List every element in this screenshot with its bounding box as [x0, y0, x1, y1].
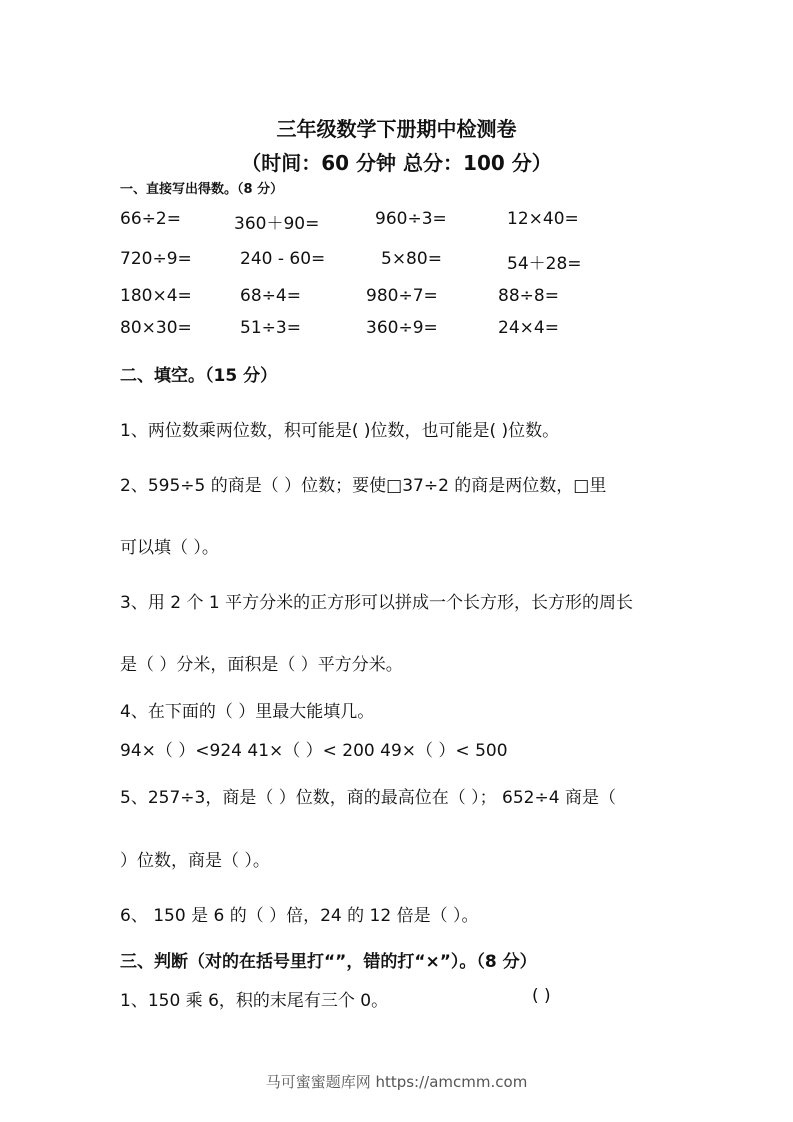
question-2-5-line-2: ）位数，商是（ ）。	[120, 851, 270, 871]
question-3-1: 1、150 乘 6，积的末尾有三个 0。	[120, 991, 389, 1011]
question-2-1: 1、两位数乘两位数，积可能是( )位数，也可能是( )位数。	[120, 421, 560, 441]
section-3-heading: 三、判断（对的在括号里打“”，错的打“×”）。（8 分）	[120, 952, 537, 972]
calc-item: 88÷8=	[498, 286, 559, 306]
question-2-2-line-2: 可以填（ ）。	[120, 538, 219, 558]
calc-item: 960÷3=	[375, 209, 447, 229]
calc-item: 720÷9=	[120, 249, 192, 269]
page-title: 三年级数学下册期中检测卷	[276, 117, 517, 141]
question-2-4-line-2: 94×（ ）<924 41×（ ）< 200 49×（ ）< 500	[120, 741, 508, 761]
calc-item: 360＋90=	[234, 214, 320, 234]
calc-item: 980÷7=	[366, 286, 438, 306]
page-subtitle: （时间：60 分钟 总分：100 分）	[241, 151, 552, 175]
calc-item: 360÷9=	[366, 318, 438, 338]
calc-item: 66÷2=	[120, 209, 181, 229]
calc-item: 180×4=	[120, 286, 192, 306]
calc-item: 24×4=	[498, 318, 559, 338]
calc-item: 240 - 60=	[240, 249, 326, 269]
question-2-3-line-2: 是（ ）分米，面积是（ ）平方分米。	[120, 655, 403, 675]
calc-item: 51÷3=	[240, 318, 301, 338]
calc-item: 54＋28=	[507, 254, 582, 274]
calc-item: 80×30=	[120, 318, 192, 338]
question-2-6: 6、 150 是 6 的（ ）倍，24 的 12 倍是（ ）。	[120, 906, 479, 926]
calc-item: 12×40=	[507, 209, 579, 229]
question-2-2-line-1: 2、595÷5 的商是（ ）位数；要使□37÷2 的商是两位数，□里	[120, 476, 607, 496]
calc-item: 5×80=	[381, 249, 442, 269]
footer-watermark: 马可蜜蜜题库网 https://amcmm.com	[265, 1073, 528, 1091]
question-2-3-line-1: 3、用 2 个 1 平方分米的正方形可以拼成一个长方形，长方形的周长	[120, 593, 634, 613]
calc-item: 68÷4=	[240, 286, 301, 306]
answer-paren: ( )	[532, 986, 551, 1006]
section-1-heading: 一、直接写出得数。（8 分）	[120, 182, 284, 197]
question-2-4-line-1: 4、在下面的（ ）里最大能填几。	[120, 702, 375, 722]
section-2-heading: 二、填空。（15 分）	[120, 366, 278, 386]
question-2-5-line-1: 5、257÷3，商是（ ）位数，商的最高位在（ ）； 652÷4 商是（	[120, 788, 616, 808]
